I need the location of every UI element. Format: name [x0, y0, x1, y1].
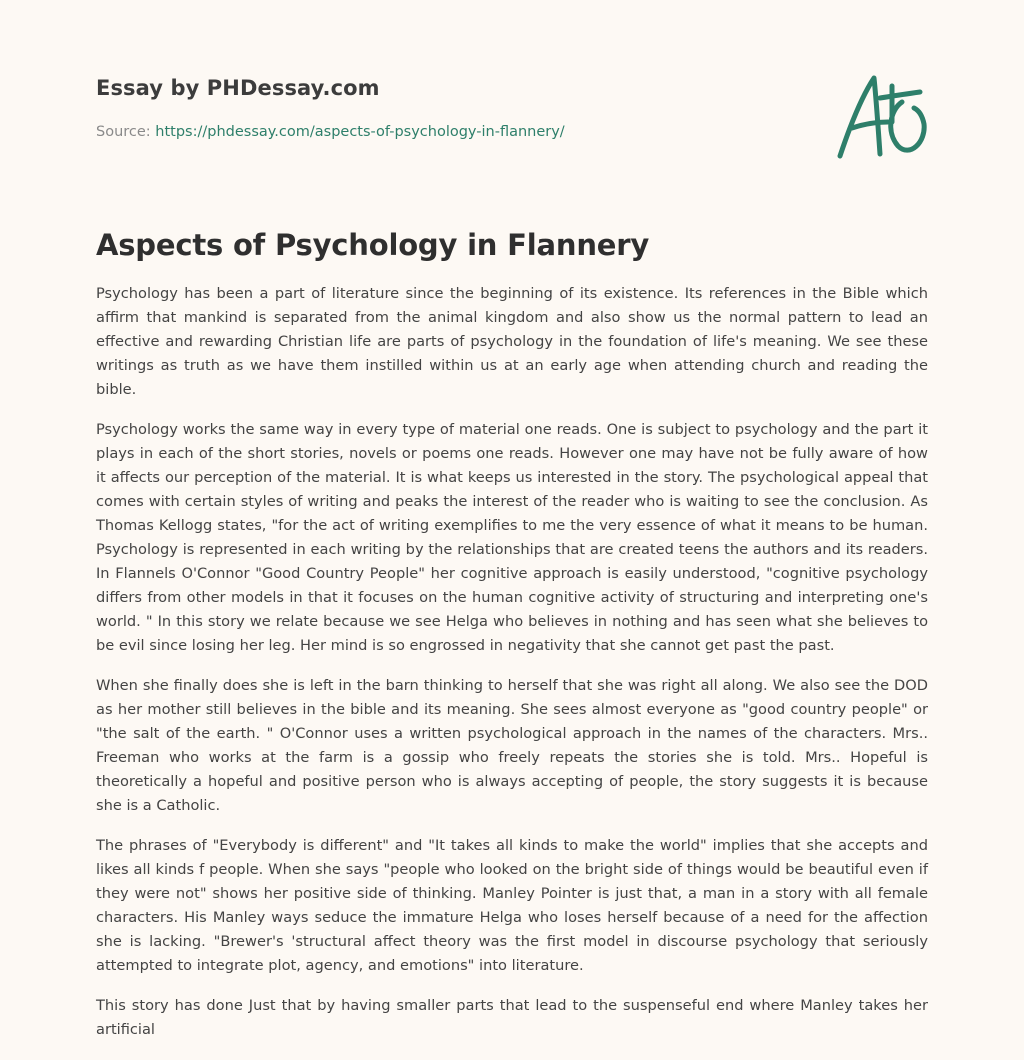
a-plus-logo-icon — [830, 66, 934, 166]
essay-paragraph: The phrases of "Everybody is different" and "It takes all kinds to make the world" implies that she accepts and likes all kinds f people. When she says "people who looked on the bright side of things would be beautiful even if they were not" shows her positive side of thinking. Manley Pointer is just that, a man in a story with all female characters. His Manley ways seduce the immature Helga who loses herself because of a need for the affection she is lacking. "Brewer's 'structural affect theory was the first model in discourse psychology that seriously attempted to integrate plot, agency, and emotions" into literature. — [96, 837, 928, 974]
essay-paragraph: Psychology works the same way in every type of material one reads. One is subject to psychology and the part it plays in each of the short stories, novels or poems one reads. However one may have not be fully aware of how it affects our perception of the material. It is what keeps us interested in the story. The psychological appeal that comes with certain styles of writing and peaks the interest of the reader who is waiting to see the conclusion. As Thomas Kellogg states, "for the act of writing exemplifies to me the very essence of what it means to be human. Psychology is represented in each writing by the relationships that are created teens the authors and its readers. In Flannels O'Connor "Good Country People" her cognitive approach is easily understood, "cognitive psychology differs from other models in that it focuses on the human cognitive activity of structuring and interpreting one's world. " In this story we relate because we see Helga who believes in nothing and has seen what she believes to be evil since losing her leg. Her mind is so engrossed in negativity that she cannot get past the past. — [96, 421, 928, 654]
essay-paragraph: When she finally does she is left in the barn thinking to herself that she was right all along. We also see the DOD as her mother still believes in the bible and its meaning. She sees almost everyone as "good country people" or "the salt of the earth. " O'Connor uses a written psychological approach in the names of the characters. Mrs.. Freeman who works at the farm is a gossip who freely repeats the stories she is told. Mrs.. Hopeful is theoretically a hopeful and positive person who is always accepting of people, the story suggests it is because she is a Catholic. — [96, 677, 928, 814]
site-brand: Essay by PHDessay.com — [96, 76, 380, 100]
essay-title: Aspects of Psychology in Flannery — [96, 228, 650, 262]
source-label: Source: — [96, 124, 156, 140]
essay-paragraph: This story has done Just that by having smaller parts that lead to the suspenseful end where Manley takes her artificial — [96, 997, 928, 1038]
page-header — [96, 0, 928, 190]
essay-body — [96, 282, 928, 1042]
essay-paragraph: Psychology has been a part of literature since the beginning of its existence. Its references in the Bible which affirm that mankind is separated from the animal kingdom and also show us the normal pattern to lead an effective and rewarding Christian life are parts of psychology in the foundation of life's meaning. We see these writings as truth as we have them instilled within us at an early age when attending church and reading the bible. — [96, 285, 928, 398]
source-link[interactable]: https://phdessay.com/aspects-of-psychology-in-flannery/ — [155, 124, 565, 140]
source-line — [96, 124, 565, 140]
